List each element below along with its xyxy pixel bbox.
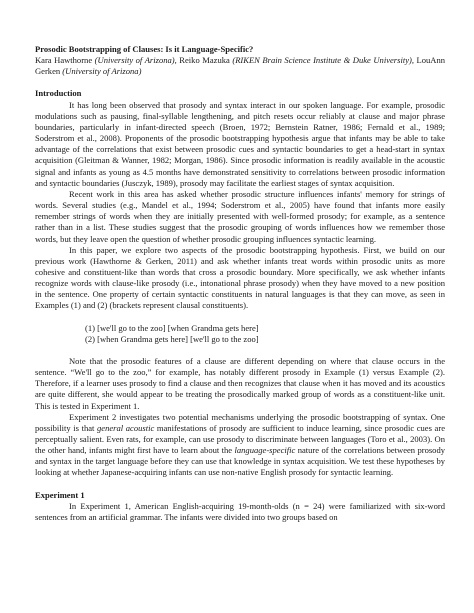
section-heading-experiment-1: Experiment 1 <box>35 489 85 500</box>
author-affiliation: (RIKEN Brain Science Institute & Duke University) <box>232 55 412 66</box>
paragraph-text: nature of the correlations between prosody and syntax in the target language before they can use that knowledge in syntax acquisition. We test these hypotheses by looking at whether Japanese-acquiring infants can use non-native English prosody for syntactic learning. <box>35 445 446 478</box>
example-2: (2) [when Grandma gets here] [we'll go to the zoo] <box>85 333 259 344</box>
section-heading-introduction: Introduction <box>35 88 82 99</box>
paragraph-text: Experiment 2 investigates two potential mechanisms underlying the prosodic bootstrapping of syntax. One possibility is that <box>35 411 445 433</box>
intro-paragraph-4: Note that the prosodic features of a clause are different depending on where that clause occurs in the sentence. “We'll go to the zoo,” for example, has notably different prosody in Example (1) versus Example (2). Therefore, if a learner uses prosody to find a clause and then recognizes that clause when it has moved and its acoustics are quite different, she would appear to be treating the prosodically marked group of words as a constituent-like unit. This is tested in Experiment 1. <box>35 355 445 411</box>
paper-page <box>35 44 445 523</box>
author-affiliation: (University of Arizona) <box>94 55 175 66</box>
emphasis-text: general acoustic <box>97 422 155 433</box>
author-name: , LouAnn Gerken <box>35 55 446 77</box>
author-name: Kara Hawthorne <box>35 55 95 66</box>
emphasis-text: language-specific <box>234 445 296 456</box>
intro-paragraph-5 <box>35 412 445 479</box>
intro-paragraph-2: Recent work in this area has asked whether prosodic structure influences infants' memory for strings of words. Several studies (e.g., Mandel et al., 1994; Soderstrom et al., 2005) have found that infants more easily remember strings of words when they are initially presented with well-formed prosody; for example, as a sentence rather than in a list. These studies suggest that the prosodic grouping of words influences how we remember those words, but they leave open the question of whether prosodic grouping influences syntactic learning. <box>35 188 445 244</box>
author-list <box>35 55 445 77</box>
author-name: , Reiko Mazuka <box>174 55 233 66</box>
experiment-1-paragraph-1: In Experiment 1, American English-acquiring 19-month-olds (n = 24) were familiarized with six-word sentences from an artificial grammar. The infants were divided into two groups based on <box>35 500 445 522</box>
example-list <box>85 323 445 345</box>
example-1: (1) [we'll go to the zoo] [when Grandma gets here] <box>85 322 259 333</box>
intro-paragraph-1: It has long been observed that prosody and syntax interact in our spoken language. For example, prosodic modulations such as pausing, final-syllable lengthening, and pitch resets occur reliably at clause and major phrase boundaries, particularly in infant-directed speech (Broen, 1972; Bernstein Ratner, 1986; Fernald et al., 1989; Soderstrom et al., 2008). Proponents of the prosodic bootstrapping hypothesis argue that infants may be able to take advantage of the correlations that exist between prosodic cues and syntactic boundaries to get a head-start in syntax acquisition (Gleitman & Wanner, 1982; Morgan, 1986). Since prosodic information is readily available in the acoustic signal and infants as young as 4.5 months have demonstrated sensitivity to correlations between prosodic information and syntactic boundaries (Jusczyk, 1989), prosody may facilitate the earliest stages of syntax acquisition. <box>35 99 445 188</box>
intro-paragraph-3: In this paper, we explore two aspects of the prosodic bootstrapping hypothesis. First, we build on our previous work (Hawthorne & Gerken, 2011) and ask whether infants treat words within prosodic units as more cohesive and constituent-like than words that cross a prosodic boundary. More specifically, we ask whether infants recognize words with clause-like prosody (i.e., intonational phrase prosody) when they have moved to a new position in the sentence. One property of certain syntactic constituents in natural languages is that they can move, as seen in Examples (1) and (2) (brackets represent clausal constituents). <box>35 244 445 311</box>
author-affiliation: (University of Arizona) <box>62 66 142 77</box>
paper-title: Prosodic Bootstrapping of Clauses: Is it Language-Specific? <box>35 44 254 54</box>
paragraph-text: manifestations of prosody are sufficient to induce learning, since prosodic cues are perceptually salient. Even rats, for example, can use prosody to discriminate between languages (Toro et al., 2003). On the other hand, infants might first have to learn about the <box>35 422 445 456</box>
